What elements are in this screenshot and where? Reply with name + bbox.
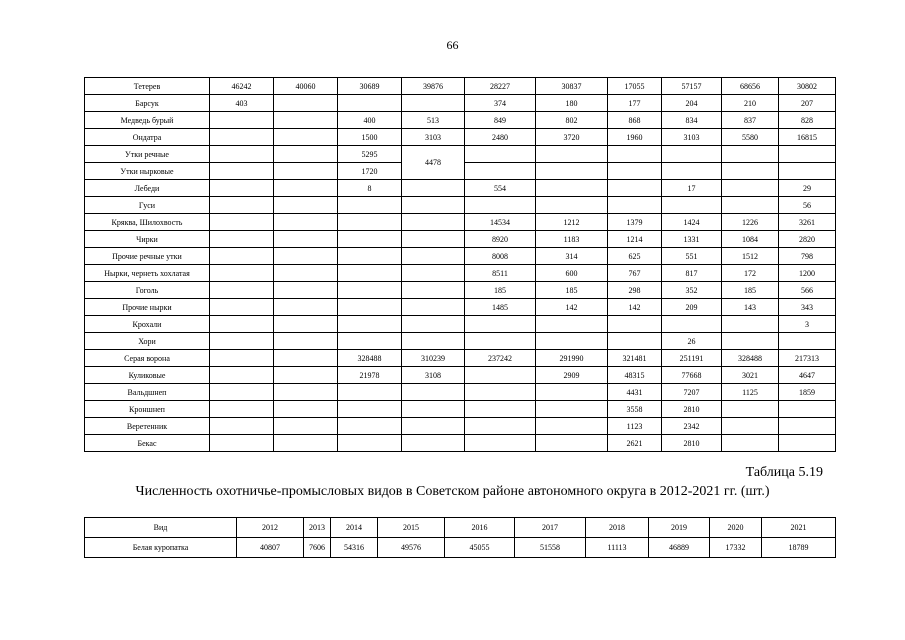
value-cell: 14534 xyxy=(465,214,536,231)
value-cell xyxy=(274,299,338,316)
value-cell xyxy=(274,197,338,214)
value-cell xyxy=(210,248,274,265)
value-cell xyxy=(722,333,779,350)
table-row xyxy=(85,248,836,265)
value-cell xyxy=(536,316,608,333)
species-name-cell: Утки нырковые xyxy=(85,163,210,180)
value-cell xyxy=(210,316,274,333)
value-cell: 17332 xyxy=(710,538,762,558)
value-cell xyxy=(662,197,722,214)
value-cell: 3108 xyxy=(402,367,465,384)
table-row xyxy=(85,231,836,248)
value-cell: 1331 xyxy=(662,231,722,248)
table-row xyxy=(85,180,836,197)
value-cell: 177 xyxy=(608,95,662,112)
value-cell: 54316 xyxy=(331,538,378,558)
table-row xyxy=(85,146,836,163)
value-cell xyxy=(779,333,836,350)
value-cell: 3 xyxy=(779,316,836,333)
value-cell xyxy=(536,180,608,197)
value-cell xyxy=(536,333,608,350)
value-cell: 26 xyxy=(662,333,722,350)
value-cell: 7207 xyxy=(662,384,722,401)
value-cell: 403 xyxy=(210,95,274,112)
value-cell: 802 xyxy=(536,112,608,129)
value-cell: 30689 xyxy=(338,78,402,95)
value-cell: 30837 xyxy=(536,78,608,95)
species-name-cell: Ондатра xyxy=(85,129,210,146)
value-cell: 46889 xyxy=(649,538,710,558)
value-cell: 1214 xyxy=(608,231,662,248)
value-cell xyxy=(722,163,779,180)
value-cell: 849 xyxy=(465,112,536,129)
value-cell xyxy=(274,265,338,282)
table-row xyxy=(85,384,836,401)
value-cell xyxy=(210,282,274,299)
value-cell: 600 xyxy=(536,265,608,282)
column-header-year: 2021 xyxy=(762,518,836,538)
value-cell xyxy=(779,435,836,452)
value-cell xyxy=(536,384,608,401)
species-name-cell: Барсук xyxy=(85,95,210,112)
value-cell: 209 xyxy=(662,299,722,316)
species-name-cell: Серая ворона xyxy=(85,350,210,367)
value-cell xyxy=(465,418,536,435)
value-cell: 1512 xyxy=(722,248,779,265)
value-cell: 2810 xyxy=(662,401,722,418)
value-cell xyxy=(536,401,608,418)
value-cell xyxy=(338,248,402,265)
value-cell: 172 xyxy=(722,265,779,282)
value-cell xyxy=(402,95,465,112)
value-cell: 30802 xyxy=(779,78,836,95)
value-cell xyxy=(722,146,779,163)
species-name-cell: Гоголь xyxy=(85,282,210,299)
value-cell: 566 xyxy=(779,282,836,299)
value-cell: 374 xyxy=(465,95,536,112)
value-cell: 2480 xyxy=(465,129,536,146)
species-name-cell: Белая куропатка xyxy=(85,538,237,558)
column-header-year: 2019 xyxy=(649,518,710,538)
value-cell xyxy=(210,129,274,146)
value-cell: 8 xyxy=(338,180,402,197)
value-cell xyxy=(722,401,779,418)
value-cell: 1485 xyxy=(465,299,536,316)
value-cell: 217313 xyxy=(779,350,836,367)
value-cell: 21978 xyxy=(338,367,402,384)
value-cell: 4478 xyxy=(402,146,465,180)
value-cell xyxy=(274,316,338,333)
value-cell xyxy=(210,350,274,367)
value-cell xyxy=(274,163,338,180)
value-cell xyxy=(465,367,536,384)
value-cell: 1123 xyxy=(608,418,662,435)
column-header-year: 2018 xyxy=(586,518,649,538)
species-name-cell: Кряква, Шилохвость xyxy=(85,214,210,231)
value-cell xyxy=(402,435,465,452)
value-cell: 868 xyxy=(608,112,662,129)
value-cell xyxy=(210,418,274,435)
value-cell xyxy=(274,146,338,163)
value-cell xyxy=(210,435,274,452)
value-cell: 3103 xyxy=(402,129,465,146)
table-row xyxy=(85,299,836,316)
table-row xyxy=(85,197,836,214)
column-header-year: 2014 xyxy=(331,518,378,538)
value-cell xyxy=(338,197,402,214)
value-cell: 4647 xyxy=(779,367,836,384)
value-cell: 1500 xyxy=(338,129,402,146)
species-name-cell: Прочие речные утки xyxy=(85,248,210,265)
value-cell: 352 xyxy=(662,282,722,299)
value-cell: 11113 xyxy=(586,538,649,558)
value-cell xyxy=(338,435,402,452)
value-cell: 314 xyxy=(536,248,608,265)
value-cell xyxy=(465,384,536,401)
value-cell xyxy=(338,333,402,350)
value-cell xyxy=(722,197,779,214)
value-cell: 237242 xyxy=(465,350,536,367)
value-cell xyxy=(338,299,402,316)
table-row xyxy=(85,435,836,452)
page-number: 66 xyxy=(446,38,459,52)
value-cell: 5580 xyxy=(722,129,779,146)
value-cell xyxy=(779,163,836,180)
species-name-cell: Куликовые xyxy=(85,367,210,384)
value-cell: 343 xyxy=(779,299,836,316)
value-cell: 251191 xyxy=(662,350,722,367)
value-cell xyxy=(465,333,536,350)
value-cell xyxy=(722,435,779,452)
value-cell xyxy=(210,401,274,418)
value-cell: 834 xyxy=(662,112,722,129)
value-cell: 817 xyxy=(662,265,722,282)
value-cell: 513 xyxy=(402,112,465,129)
table-row xyxy=(85,367,836,384)
value-cell xyxy=(210,384,274,401)
table-row xyxy=(85,112,836,129)
value-cell: 18789 xyxy=(762,538,836,558)
value-cell: 210 xyxy=(722,95,779,112)
value-cell xyxy=(779,401,836,418)
value-cell: 40807 xyxy=(237,538,304,558)
value-cell xyxy=(536,418,608,435)
table-row xyxy=(85,265,836,282)
species-count-table xyxy=(84,517,836,558)
value-cell xyxy=(274,282,338,299)
value-cell xyxy=(338,384,402,401)
value-cell: 291990 xyxy=(536,350,608,367)
table-row xyxy=(85,282,836,299)
value-cell xyxy=(274,350,338,367)
value-cell xyxy=(274,401,338,418)
table-label: Таблица 5.19 xyxy=(745,465,823,480)
value-cell: 298 xyxy=(608,282,662,299)
value-cell xyxy=(274,129,338,146)
value-cell xyxy=(402,197,465,214)
value-cell: 57157 xyxy=(662,78,722,95)
value-cell xyxy=(338,418,402,435)
table-row xyxy=(85,350,836,367)
value-cell: 40060 xyxy=(274,78,338,95)
value-cell xyxy=(722,180,779,197)
value-cell: 29 xyxy=(779,180,836,197)
value-cell xyxy=(465,316,536,333)
value-cell xyxy=(402,384,465,401)
value-cell xyxy=(274,384,338,401)
value-cell: 1226 xyxy=(722,214,779,231)
value-cell xyxy=(779,418,836,435)
value-cell xyxy=(274,367,338,384)
value-cell xyxy=(402,265,465,282)
column-header-year: 2013 xyxy=(304,518,331,538)
value-cell: 328488 xyxy=(722,350,779,367)
species-name-cell: Крохали xyxy=(85,316,210,333)
value-cell: 4431 xyxy=(608,384,662,401)
value-cell xyxy=(274,333,338,350)
value-cell xyxy=(210,146,274,163)
value-cell xyxy=(402,282,465,299)
value-cell: 68656 xyxy=(722,78,779,95)
value-cell: 837 xyxy=(722,112,779,129)
value-cell: 2342 xyxy=(662,418,722,435)
value-cell xyxy=(465,163,536,180)
value-cell: 328488 xyxy=(338,350,402,367)
value-cell: 828 xyxy=(779,112,836,129)
value-cell xyxy=(536,163,608,180)
value-cell xyxy=(210,214,274,231)
value-cell: 48315 xyxy=(608,367,662,384)
value-cell: 49576 xyxy=(378,538,445,558)
table-row xyxy=(85,95,836,112)
value-cell xyxy=(608,163,662,180)
value-cell: 310239 xyxy=(402,350,465,367)
value-cell xyxy=(338,231,402,248)
value-cell: 1720 xyxy=(338,163,402,180)
column-header-year: 2020 xyxy=(710,518,762,538)
value-cell: 2621 xyxy=(608,435,662,452)
species-name-cell: Медведь бурый xyxy=(85,112,210,129)
value-cell: 798 xyxy=(779,248,836,265)
table-row xyxy=(85,214,836,231)
value-cell xyxy=(210,231,274,248)
value-cell: 51558 xyxy=(515,538,586,558)
value-cell xyxy=(608,197,662,214)
table-row xyxy=(85,333,836,350)
value-cell: 8008 xyxy=(465,248,536,265)
value-cell: 1125 xyxy=(722,384,779,401)
value-cell: 400 xyxy=(338,112,402,129)
value-cell xyxy=(274,248,338,265)
value-cell xyxy=(274,95,338,112)
value-cell xyxy=(274,231,338,248)
value-cell: 1212 xyxy=(536,214,608,231)
value-cell: 1379 xyxy=(608,214,662,231)
species-name-cell: Прочие нырки xyxy=(85,299,210,316)
value-cell: 16815 xyxy=(779,129,836,146)
species-name-cell: Кроншнеп xyxy=(85,401,210,418)
species-name-cell: Гуси xyxy=(85,197,210,214)
table-row xyxy=(85,401,836,418)
value-cell: 3261 xyxy=(779,214,836,231)
value-cell xyxy=(402,418,465,435)
value-cell: 1200 xyxy=(779,265,836,282)
value-cell xyxy=(402,401,465,418)
column-header-year: 2016 xyxy=(445,518,515,538)
value-cell xyxy=(402,180,465,197)
species-name-cell: Утки речные xyxy=(85,146,210,163)
table-row xyxy=(85,129,836,146)
value-cell: 204 xyxy=(662,95,722,112)
value-cell: 3103 xyxy=(662,129,722,146)
value-cell: 77668 xyxy=(662,367,722,384)
value-cell: 551 xyxy=(662,248,722,265)
value-cell: 46242 xyxy=(210,78,274,95)
value-cell: 3021 xyxy=(722,367,779,384)
value-cell xyxy=(465,146,536,163)
value-cell: 1960 xyxy=(608,129,662,146)
value-cell xyxy=(608,333,662,350)
value-cell: 17 xyxy=(662,180,722,197)
table-row xyxy=(85,538,836,558)
value-cell: 1183 xyxy=(536,231,608,248)
value-cell: 142 xyxy=(608,299,662,316)
value-cell: 8920 xyxy=(465,231,536,248)
value-cell xyxy=(536,146,608,163)
value-cell xyxy=(338,282,402,299)
value-cell: 3558 xyxy=(608,401,662,418)
value-cell: 321481 xyxy=(608,350,662,367)
table-row xyxy=(85,316,836,333)
value-cell xyxy=(338,95,402,112)
value-cell xyxy=(608,180,662,197)
species-name-cell: Чирки xyxy=(85,231,210,248)
value-cell xyxy=(608,316,662,333)
value-cell xyxy=(662,316,722,333)
value-cell xyxy=(274,180,338,197)
table-title: Численность охотничье-промысловых видов в Советском районе автономного округа в 2012-2021 гг. (шт.) xyxy=(135,484,770,499)
value-cell xyxy=(210,163,274,180)
value-cell xyxy=(210,265,274,282)
value-cell: 185 xyxy=(722,282,779,299)
value-cell xyxy=(338,401,402,418)
species-name-cell: Вальдшнеп xyxy=(85,384,210,401)
value-cell xyxy=(210,197,274,214)
value-cell: 625 xyxy=(608,248,662,265)
value-cell: 2820 xyxy=(779,231,836,248)
column-header-year: 2015 xyxy=(378,518,445,538)
value-cell: 2909 xyxy=(536,367,608,384)
value-cell xyxy=(338,214,402,231)
value-cell xyxy=(274,214,338,231)
column-header-species: Вид xyxy=(85,518,237,538)
value-cell: 185 xyxy=(465,282,536,299)
value-cell xyxy=(465,197,536,214)
value-cell xyxy=(338,265,402,282)
value-cell: 3720 xyxy=(536,129,608,146)
value-cell xyxy=(210,333,274,350)
value-cell xyxy=(465,401,536,418)
value-cell xyxy=(722,418,779,435)
value-cell xyxy=(274,435,338,452)
value-cell: 767 xyxy=(608,265,662,282)
value-cell xyxy=(402,231,465,248)
species-name-cell: Хори xyxy=(85,333,210,350)
value-cell xyxy=(662,163,722,180)
value-cell: 39876 xyxy=(402,78,465,95)
species-count-table-continued xyxy=(84,77,836,452)
value-cell: 5295 xyxy=(338,146,402,163)
species-name-cell: Тетерев xyxy=(85,78,210,95)
value-cell xyxy=(662,146,722,163)
value-cell: 45055 xyxy=(445,538,515,558)
value-cell: 554 xyxy=(465,180,536,197)
value-cell xyxy=(779,146,836,163)
species-name-cell: Нырки, чернеть хохлатая xyxy=(85,265,210,282)
table-row xyxy=(85,418,836,435)
value-cell xyxy=(274,418,338,435)
value-cell: 185 xyxy=(536,282,608,299)
value-cell xyxy=(608,146,662,163)
value-cell: 2810 xyxy=(662,435,722,452)
value-cell: 143 xyxy=(722,299,779,316)
value-cell xyxy=(402,299,465,316)
value-cell xyxy=(210,180,274,197)
value-cell: 17055 xyxy=(608,78,662,95)
value-cell xyxy=(274,112,338,129)
value-cell xyxy=(338,316,402,333)
value-cell: 180 xyxy=(536,95,608,112)
value-cell: 56 xyxy=(779,197,836,214)
value-cell xyxy=(722,316,779,333)
value-cell xyxy=(536,197,608,214)
value-cell: 28227 xyxy=(465,78,536,95)
column-header-year: 2017 xyxy=(515,518,586,538)
value-cell xyxy=(210,367,274,384)
value-cell xyxy=(402,333,465,350)
value-cell xyxy=(210,299,274,316)
value-cell: 1084 xyxy=(722,231,779,248)
value-cell xyxy=(402,248,465,265)
value-cell xyxy=(536,435,608,452)
value-cell: 7606 xyxy=(304,538,331,558)
value-cell xyxy=(210,112,274,129)
species-name-cell: Бекас xyxy=(85,435,210,452)
column-header-year: 2012 xyxy=(237,518,304,538)
value-cell xyxy=(402,214,465,231)
value-cell xyxy=(402,316,465,333)
value-cell: 207 xyxy=(779,95,836,112)
species-name-cell: Лебеди xyxy=(85,180,210,197)
value-cell: 8511 xyxy=(465,265,536,282)
table-header-row xyxy=(85,518,836,538)
species-name-cell: Веретенник xyxy=(85,418,210,435)
value-cell: 1859 xyxy=(779,384,836,401)
value-cell: 142 xyxy=(536,299,608,316)
value-cell xyxy=(465,435,536,452)
value-cell: 1424 xyxy=(662,214,722,231)
table-row xyxy=(85,78,836,95)
